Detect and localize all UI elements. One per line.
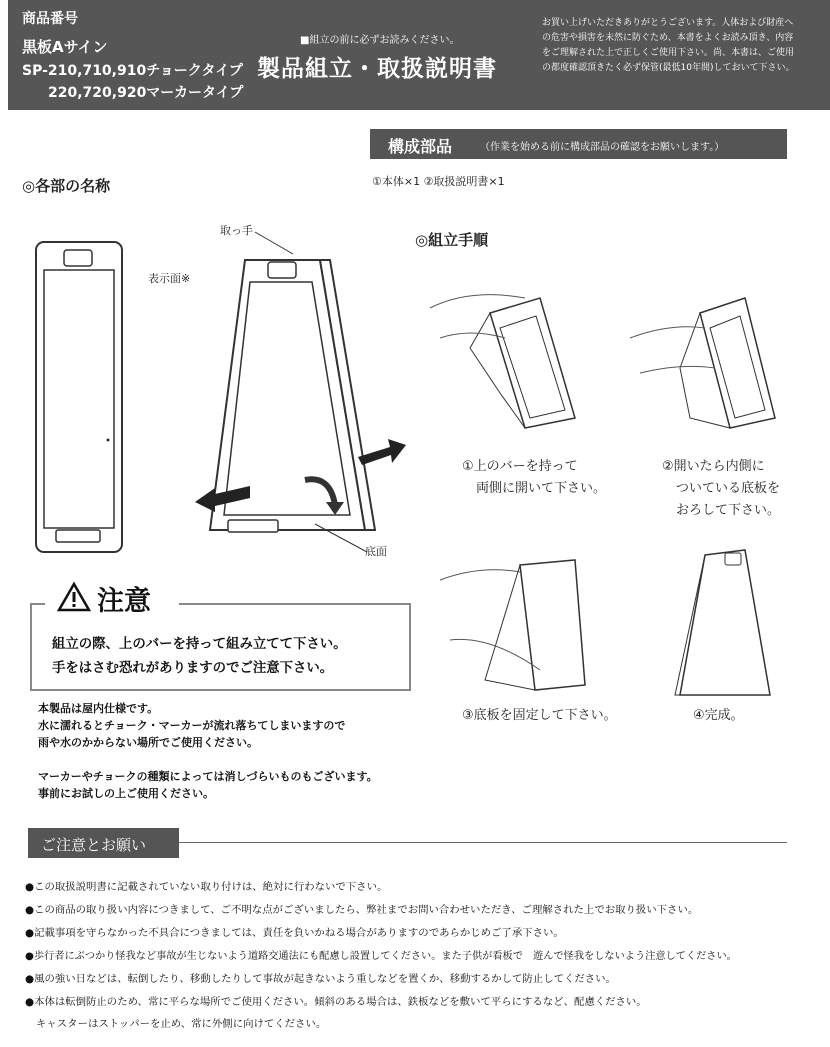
handle-leader-line (255, 230, 305, 260)
model-codes-chalk: SP-210,710,910チョークタイプ (22, 63, 243, 79)
parts-heading: 構成部品 (388, 137, 453, 156)
indoor-line2: 水に濡れるとチョーク・マーカーが流れ落ちてしまいますので (38, 719, 346, 732)
step1-text (462, 456, 606, 500)
bottom-leader-line (315, 522, 375, 562)
caution-line2: 手をはさむ恐れがありますのでご注意下さい。 (52, 661, 334, 676)
handle-label: 取っ手 (220, 224, 253, 237)
step3-text: ③底板を固定して下さい。 (462, 708, 617, 723)
surface-label: 表示面※ (148, 272, 191, 285)
indoor-line1: 本製品は屋内仕様です。 (38, 702, 159, 715)
notice-item-1: ●この取扱説明書に記載されていない取り付けは、絶対に行わないで下さい。 (25, 881, 388, 893)
notices-heading: ご注意とお願い (41, 836, 147, 854)
caution-title-box (45, 577, 179, 619)
step2-line1: ②開いたら内側に (662, 459, 765, 474)
caution-line1: 組立の際、上のバーを持って組み立てて下さい。 (52, 637, 347, 652)
indoor-notice (38, 700, 378, 802)
step2-text (662, 456, 780, 522)
notice-item-2: ●この商品の取り扱い内容につきまして、ご不明な点がございましたら、弊社までお問い合わせいただき、ご理解された上でお取り扱い下さい。 (25, 904, 699, 916)
model-codes-marker: 220,720,920マーカータイプ (48, 85, 244, 101)
notice-item-7: キャスターはストッパーを止め、常に外側に向けてください。 (36, 1018, 327, 1030)
step1-line1: ①上のバーを持って (462, 459, 578, 474)
document-title: 製品組立・取扱説明書 (257, 56, 497, 82)
notice-item-4: ●歩行者にぶつかり怪我など事故が生じないよう道路交通法にも配慮し設置してください。また子供が看板で 遊んで怪我をしないよう注意してください。 (25, 951, 737, 962)
left-arrow-icon (195, 480, 255, 510)
caution-text (52, 633, 347, 681)
indoor-line4: マーカーやチョークの種類によっては消しづらいものもございます。 (38, 770, 378, 783)
step4-text: ④完成。 (693, 708, 744, 723)
parts-list: ①本体×1 ②取扱説明書×1 (372, 175, 505, 188)
product-name: 黒板Aサイン (22, 38, 108, 56)
product-number-label: 商品番号 (22, 11, 78, 27)
part-names-heading: ◎各部の名称 (22, 177, 111, 195)
notice-item-6: ●本体は転倒防止のため、常に平らな場所でご使用ください。傾斜のある場合は、鉄板などを敷いて平らにするなど、配慮ください。 (25, 996, 647, 1008)
right-arrow-icon (358, 435, 408, 465)
parts-bar (370, 129, 787, 159)
sign-aframe-illustration (200, 240, 400, 560)
step2-line2: ついている底板を (676, 481, 781, 496)
assembly-heading: ◎組立手順 (415, 231, 489, 249)
pre-read-note: ■組立の前に必ずお読みください。 (300, 35, 460, 46)
warning-icon (57, 582, 91, 612)
step4-illustration (665, 545, 775, 705)
caution-title: 注意 (97, 586, 151, 617)
step3-illustration (440, 550, 590, 700)
notices-rule (179, 842, 787, 843)
indoor-line3: 雨や水のかからない場所でご使用ください。 (38, 736, 258, 749)
notice-item-5: ●風の強い日などは、転倒したり、移動したりして事故が起きないよう重しなどを置くか、移動するかして防止してください。 (25, 973, 616, 985)
greeting-text: お買い上げいただきありがとうございます。人体および財産への危害や損害を未然に防ぐため、本書をよくお読み頂き、内容をご理解された上で正しくご使用下さい。尚、本書は、ご使用の都度確認頂きたく必ず保管(最低10年間)しておいて下さい。 (542, 18, 795, 73)
sign-front-illustration (34, 240, 129, 560)
indoor-line5: 事前にお試しの上ご使用ください。 (38, 787, 214, 800)
notices-bar (28, 828, 179, 858)
parts-note: （作業を始める前に構成部品の確認をお願いします。） (480, 142, 725, 153)
notice-item-3: ●記載事項を守らなかった不具合につきましては、責任を負いかねる場合がありますのであらかじめご了承下さい。 (25, 927, 564, 939)
step2-illustration (630, 288, 780, 438)
bottom-label: 底面 (365, 545, 387, 558)
step1-line2: 両側に開いて下さい。 (476, 481, 607, 496)
step2-line3: おろして下さい。 (676, 503, 781, 518)
step1-illustration (430, 288, 580, 438)
